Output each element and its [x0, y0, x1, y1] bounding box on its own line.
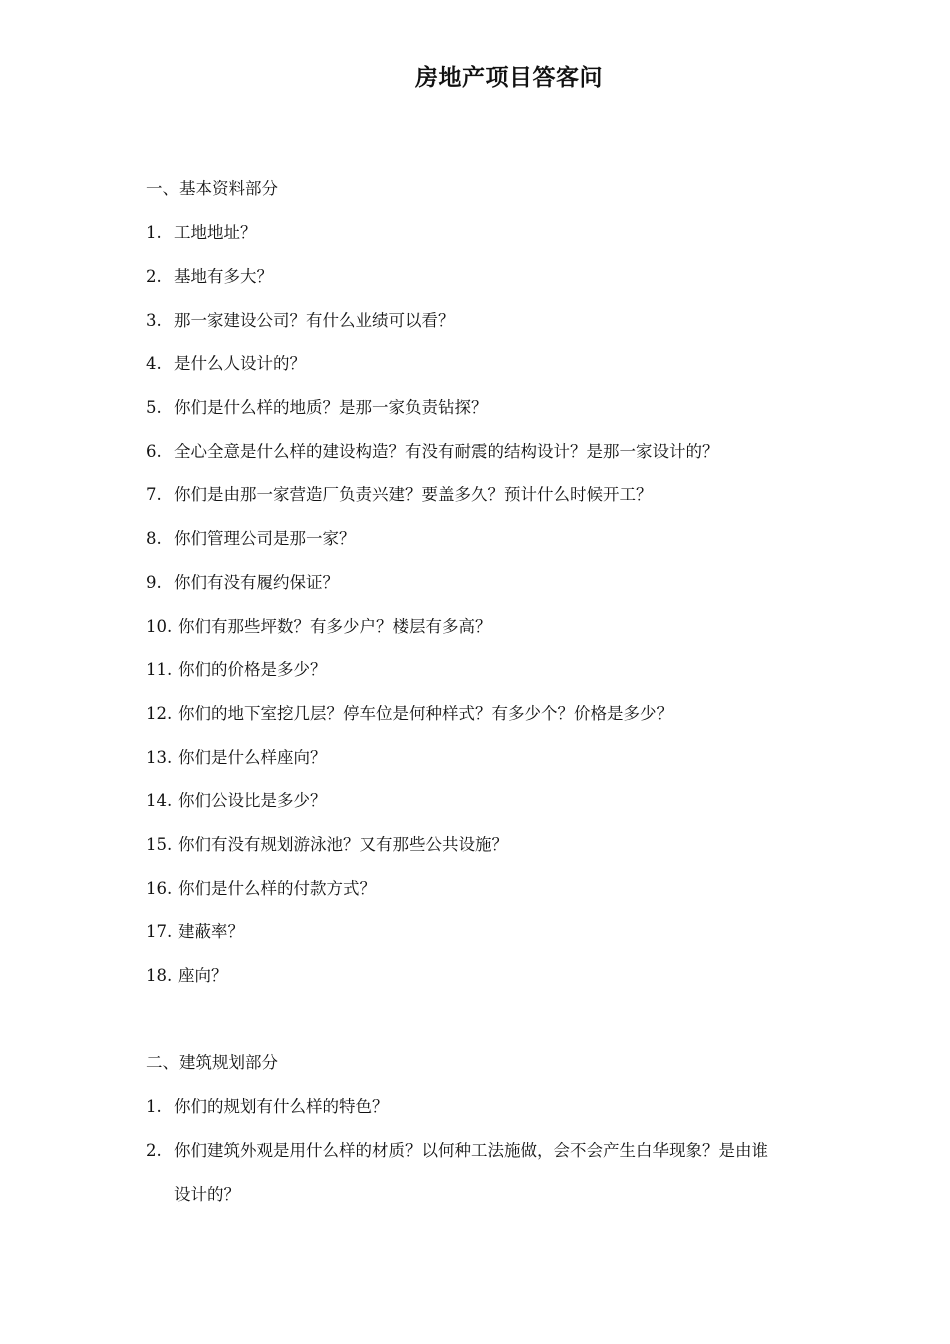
item-number: 8. [146, 529, 162, 548]
document-title: 房地产项目答客问 [415, 64, 603, 91]
list-item [146, 920, 244, 944]
item-number: 1. [146, 223, 162, 242]
item-text: 你们有没有规划游泳池？又有那些公共设施？ [178, 835, 508, 854]
item-line [146, 1129, 886, 1173]
item-text-continuation: 设计的？ [174, 1185, 240, 1204]
item-number: 4. [146, 354, 162, 373]
list-item [146, 352, 306, 376]
item-text: 是什么人设计的？ [174, 354, 306, 373]
list-item [146, 221, 257, 245]
item-number: 15. [146, 835, 173, 854]
item-text: 你们是什么样的地质？是那一家负责钻探？ [174, 398, 488, 417]
list-item [146, 483, 653, 507]
item-text: 那一家建设公司？有什么业绩可以看？ [174, 311, 455, 330]
item-number: 16. [146, 879, 173, 898]
list-item [146, 746, 327, 770]
item-text: 你们的规划有什么样的特色？ [174, 1097, 389, 1116]
list-item [146, 571, 339, 595]
item-text: 你们管理公司是那一家？ [174, 529, 356, 548]
item-number: 3. [146, 311, 162, 330]
section-heading-basic-info: 一、基本资料部分 [146, 179, 278, 198]
list-item [146, 789, 327, 813]
list-item [146, 877, 376, 901]
item-number: 5. [146, 398, 162, 417]
item-number: 18. [146, 966, 173, 985]
item-text: 全心全意是什么样的建设构造？有没有耐震的结构设计？是那一家设计的？ [174, 442, 719, 461]
item-number: 2. [146, 267, 162, 286]
item-text: 你们有那些坪数？有多少户？楼层有多高？ [178, 617, 492, 636]
item-text: 建蔽率？ [178, 922, 244, 941]
item-number: 11. [146, 660, 173, 679]
item-text: 你们是由那一家营造厂负责兴建？要盖多久？预计什么时候开工？ [174, 485, 653, 504]
list-item [146, 1129, 886, 1217]
item-number: 9. [146, 573, 162, 592]
item-number: 7. [146, 485, 162, 504]
item-number: 2. [146, 1141, 162, 1160]
list-item [146, 265, 273, 289]
item-text: 你们建筑外观是用什么样的材质？以何种工法施做，会不会产生白华现象？是由谁 [174, 1141, 768, 1160]
item-text: 座向？ [178, 966, 228, 985]
item-text: 你们的地下室挖几层？停车位是何种样式？有多少个？价格是多少？ [178, 704, 673, 723]
section-heading-architecture-planning: 二、建筑规划部分 [146, 1053, 278, 1072]
item-number: 14. [146, 791, 173, 810]
item-number: 17. [146, 922, 173, 941]
item-text: 你们是什么样的付款方式？ [178, 879, 376, 898]
list-item [146, 964, 228, 988]
item-number: 1. [146, 1097, 162, 1116]
list-item [146, 658, 327, 682]
item-number: 13. [146, 748, 173, 767]
item-number: 12. [146, 704, 173, 723]
list-item [146, 702, 673, 726]
item-number: 10. [146, 617, 173, 636]
item-text: 你们公设比是多少？ [178, 791, 327, 810]
item-text: 你们的价格是多少？ [178, 660, 327, 679]
list-item [146, 440, 719, 464]
item-text: 基地有多大？ [174, 267, 273, 286]
item-text: 工地地址？ [174, 223, 257, 242]
item-number: 6. [146, 442, 162, 461]
list-item [146, 833, 508, 857]
list-item [146, 309, 455, 333]
list-item [146, 527, 356, 551]
item-text: 你们有没有履约保证？ [174, 573, 339, 592]
list-item [146, 615, 492, 639]
list-item [146, 1095, 389, 1119]
item-text: 你们是什么样座向？ [178, 748, 327, 767]
list-item [146, 396, 488, 420]
